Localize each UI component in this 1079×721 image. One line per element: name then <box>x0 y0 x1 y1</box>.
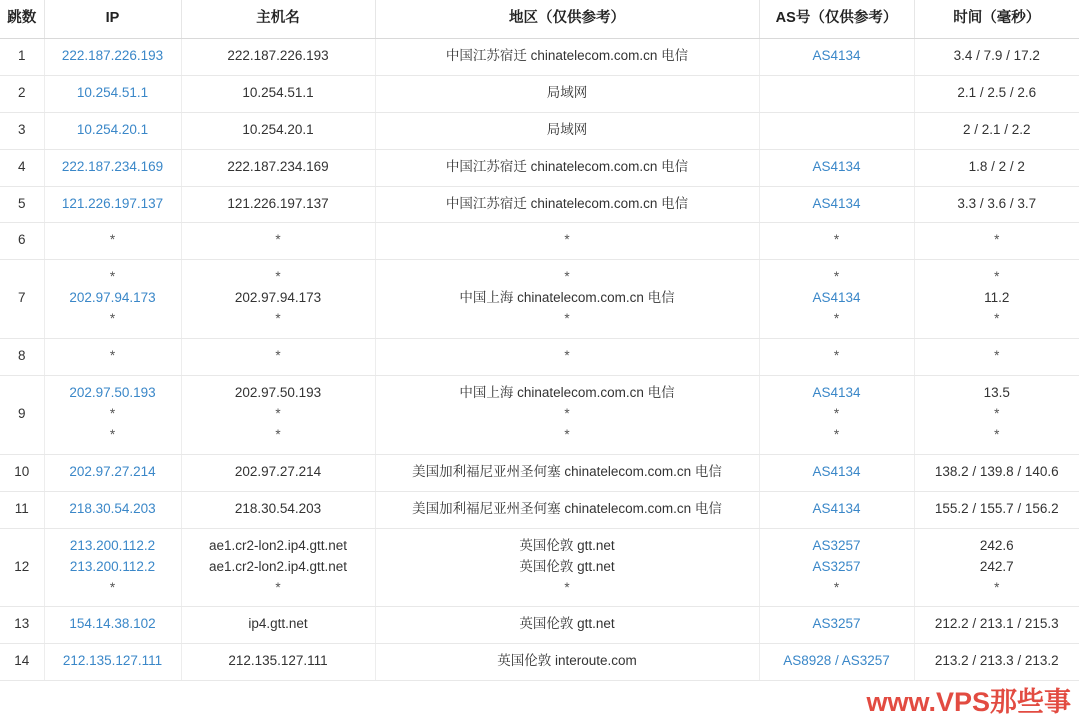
cell-region <box>375 607 759 644</box>
cell-hostname-line: * <box>275 269 281 285</box>
cell-hostname-line: * <box>275 426 281 442</box>
cell-ip[interactable] <box>44 112 181 149</box>
cell-time <box>914 186 1079 223</box>
column-header-as-number: AS号（仅供参考） <box>759 0 914 38</box>
cell-as-number[interactable] <box>759 112 914 149</box>
cell-as-number-line <box>764 651 910 672</box>
cell-ip-line <box>49 157 177 178</box>
cell-region-line: * <box>564 311 570 327</box>
cell-as-number-link[interactable]: AS4134 <box>812 47 861 63</box>
cell-region <box>375 454 759 491</box>
cell-ip-link[interactable]: 213.200.112.2 <box>69 537 156 553</box>
column-header-ip: IP <box>44 0 181 38</box>
table-row <box>0 607 1079 644</box>
cell-hostname <box>181 75 375 112</box>
cell-as-number-line <box>764 499 910 520</box>
cell-ip[interactable] <box>44 260 181 339</box>
cell-ip-link[interactable]: 222.187.234.169 <box>61 158 164 174</box>
cell-region-line: * <box>564 269 570 285</box>
cell-region-line: 英国伦敦 interoute.com <box>497 653 637 669</box>
cell-as-number-line: * <box>833 348 840 364</box>
cell-ip-line <box>49 462 177 483</box>
cell-as-number-line <box>764 46 910 67</box>
cell-time-line: * <box>994 348 1000 364</box>
table-row <box>0 75 1079 112</box>
cell-region <box>375 38 759 75</box>
cell-region-line: 美国加利福尼亚州圣何塞 chinatelecom.com.cn 电信 <box>412 500 722 516</box>
cell-hostname-line: * <box>275 348 281 364</box>
cell-ip-line <box>49 83 177 104</box>
cell-ip[interactable] <box>44 644 181 681</box>
cell-hop: 2 <box>0 75 44 112</box>
cell-hop: 11 <box>0 491 44 528</box>
cell-ip-link[interactable]: 10.254.51.1 <box>76 84 149 100</box>
cell-time <box>914 491 1079 528</box>
cell-ip-link[interactable]: 202.97.94.173 <box>69 290 156 306</box>
cell-hop: 9 <box>0 376 44 455</box>
cell-as-number[interactable] <box>759 376 914 455</box>
cell-ip-line <box>49 194 177 215</box>
cell-ip-line: * <box>109 311 116 327</box>
cell-ip-link[interactable]: 213.200.112.2 <box>69 558 156 574</box>
cell-as-number-line: * <box>833 311 840 327</box>
cell-ip[interactable] <box>44 38 181 75</box>
table-row <box>0 339 1079 376</box>
cell-hostname-line: ae1.cr2-lon2.ip4.gtt.net <box>208 558 348 574</box>
cell-ip[interactable] <box>44 149 181 186</box>
cell-as-number-link[interactable]: AS4134 <box>812 463 861 479</box>
cell-hostname <box>181 112 375 149</box>
cell-hostname <box>181 38 375 75</box>
cell-ip[interactable] <box>44 75 181 112</box>
cell-hostname-line: 202.97.50.193 <box>234 385 322 401</box>
cell-hop: 12 <box>0 528 44 607</box>
cell-as-number-line <box>764 383 910 404</box>
cell-as-number[interactable] <box>759 339 914 376</box>
cell-ip-link[interactable]: 10.254.20.1 <box>76 121 149 137</box>
cell-time-line: 13.5 <box>983 385 1010 401</box>
cell-region <box>375 223 759 260</box>
cell-hostname-line: 212.135.127.111 <box>228 653 328 669</box>
cell-time <box>914 260 1079 339</box>
cell-as-number-link[interactable]: AS4134 <box>812 290 861 306</box>
cell-ip-line <box>49 120 177 141</box>
column-header-hop: 跳数 <box>0 0 44 38</box>
cell-region <box>375 186 759 223</box>
cell-region-line: * <box>564 232 570 248</box>
cell-as-number-line <box>764 614 910 635</box>
cell-time-line: 2.1 / 2.5 / 2.6 <box>957 84 1037 100</box>
cell-hop: 13 <box>0 607 44 644</box>
table-row <box>0 223 1079 260</box>
cell-time <box>914 607 1079 644</box>
cell-ip[interactable] <box>44 186 181 223</box>
cell-as-number[interactable] <box>759 528 914 607</box>
cell-time-line: * <box>994 426 1000 442</box>
cell-as-number-link[interactable]: AS3257 <box>812 558 861 574</box>
table-row <box>0 644 1079 681</box>
cell-region-line: 英国伦敦 gtt.net <box>519 558 615 574</box>
cell-hostname-line: 121.226.197.137 <box>227 195 329 211</box>
cell-time <box>914 75 1079 112</box>
cell-ip-link[interactable]: 202.97.50.193 <box>69 385 156 401</box>
cell-time-line: 3.3 / 3.6 / 3.7 <box>957 195 1037 211</box>
cell-hostname <box>181 491 375 528</box>
cell-ip-line: * <box>109 579 116 595</box>
cell-as-number-link[interactable]: AS3257 <box>812 537 861 553</box>
table-row <box>0 491 1079 528</box>
cell-hostname-line: 222.187.226.193 <box>227 47 329 63</box>
cell-time-line: * <box>994 405 1000 421</box>
cell-region <box>375 75 759 112</box>
cell-as-number[interactable] <box>759 149 914 186</box>
cell-ip-line <box>49 288 177 309</box>
cell-as-number[interactable] <box>759 607 914 644</box>
cell-region <box>375 149 759 186</box>
cell-hop: 7 <box>0 260 44 339</box>
cell-region <box>375 112 759 149</box>
cell-as-number-line: * <box>833 269 840 285</box>
cell-ip[interactable] <box>44 339 181 376</box>
table-row <box>0 186 1079 223</box>
cell-ip[interactable] <box>44 376 181 455</box>
cell-ip-line <box>49 499 177 520</box>
cell-region-line: 局域网 <box>546 121 588 137</box>
cell-ip-line: * <box>109 348 116 364</box>
cell-ip[interactable] <box>44 528 181 607</box>
cell-hostname-line: ip4.gtt.net <box>248 616 308 632</box>
cell-hop: 6 <box>0 223 44 260</box>
cell-ip-line <box>49 651 177 672</box>
column-header-hostname: 主机名 <box>181 0 375 38</box>
cell-region-line: * <box>564 348 570 364</box>
cell-region <box>375 376 759 455</box>
cell-region-line: 中国江苏宿迁 chinatelecom.com.cn 电信 <box>445 47 689 63</box>
table-row <box>0 149 1079 186</box>
cell-region-line: * <box>564 426 570 442</box>
cell-as-number[interactable] <box>759 223 914 260</box>
cell-hop: 10 <box>0 454 44 491</box>
cell-as-number-link[interactable]: AS4134 <box>812 158 861 174</box>
cell-time-line: 2 / 2.1 / 2.2 <box>962 121 1031 137</box>
cell-as-number-line: * <box>833 405 840 421</box>
cell-hostname-line: * <box>275 311 281 327</box>
column-header-region: 地区（仅供参考） <box>375 0 759 38</box>
cell-region-line: 英国伦敦 gtt.net <box>519 537 615 553</box>
cell-region <box>375 339 759 376</box>
cell-as-number-link[interactable]: AS4134 <box>812 500 861 516</box>
cell-region-line: 美国加利福尼亚州圣何塞 chinatelecom.com.cn 电信 <box>412 463 722 479</box>
cell-as-number-line <box>764 288 910 309</box>
cell-time-line: 155.2 / 155.7 / 156.2 <box>934 500 1059 516</box>
cell-ip-link[interactable]: 121.226.197.137 <box>61 195 164 211</box>
cell-hostname-line: 202.97.94.173 <box>234 290 322 306</box>
cell-time-line: 3.4 / 7.9 / 17.2 <box>953 47 1040 63</box>
table-header-row <box>0 0 1079 38</box>
cell-hostname-line: * <box>275 579 281 595</box>
cell-as-number-line: * <box>833 426 840 442</box>
cell-ip-line <box>49 557 177 578</box>
cell-time-line: 242.7 <box>979 558 1014 574</box>
watermark: www.VPS那些事 <box>866 687 1071 717</box>
cell-hop: 14 <box>0 644 44 681</box>
cell-ip-line: * <box>109 269 116 285</box>
cell-hop: 8 <box>0 339 44 376</box>
cell-hop: 5 <box>0 186 44 223</box>
cell-time <box>914 339 1079 376</box>
cell-region <box>375 528 759 607</box>
cell-region-line: 中国江苏宿迁 chinatelecom.com.cn 电信 <box>445 158 689 174</box>
cell-hostname-line: 218.30.54.203 <box>234 500 322 516</box>
cell-time-line: 212.2 / 213.1 / 215.3 <box>934 616 1059 632</box>
cell-hostname-line: * <box>275 405 281 421</box>
cell-hostname-line: 10.254.51.1 <box>242 84 314 100</box>
cell-ip[interactable] <box>44 454 181 491</box>
cell-ip-link[interactable]: 212.135.127.111 <box>62 653 163 669</box>
table-row <box>0 528 1079 607</box>
cell-time-line: * <box>994 579 1000 595</box>
cell-hostname <box>181 454 375 491</box>
cell-ip-link[interactable]: 202.97.27.214 <box>69 463 156 479</box>
cell-as-number-link[interactable]: AS4134 <box>812 195 861 211</box>
cell-time <box>914 149 1079 186</box>
cell-hop: 1 <box>0 38 44 75</box>
cell-ip-link[interactable]: 218.30.54.203 <box>69 500 156 516</box>
cell-as-number[interactable] <box>759 260 914 339</box>
cell-time <box>914 644 1079 681</box>
cell-time <box>914 223 1079 260</box>
cell-region-line: 中国上海 chinatelecom.com.cn 电信 <box>459 290 675 306</box>
cell-region-line: * <box>564 405 570 421</box>
cell-as-number-line <box>764 120 910 141</box>
cell-time <box>914 454 1079 491</box>
cell-hostname-line: * <box>275 232 281 248</box>
cell-hop: 3 <box>0 112 44 149</box>
cell-ip-line <box>49 46 177 67</box>
cell-hostname <box>181 339 375 376</box>
cell-hostname <box>181 260 375 339</box>
cell-as-number-line <box>764 157 910 178</box>
cell-as-number-link[interactable]: AS8928 / AS3257 <box>783 653 890 669</box>
cell-ip[interactable] <box>44 491 181 528</box>
cell-time <box>914 528 1079 607</box>
cell-as-number-line <box>764 557 910 578</box>
cell-as-number[interactable] <box>759 186 914 223</box>
cell-region-line: * <box>564 579 570 595</box>
cell-time-line: * <box>994 269 1000 285</box>
table-row <box>0 112 1079 149</box>
cell-region-line: 中国上海 chinatelecom.com.cn 电信 <box>459 385 675 401</box>
cell-as-number-line: * <box>833 232 840 248</box>
cell-hostname <box>181 223 375 260</box>
cell-ip-line <box>49 614 177 635</box>
table-body <box>0 38 1079 680</box>
cell-region <box>375 491 759 528</box>
cell-hop: 4 <box>0 149 44 186</box>
cell-time <box>914 38 1079 75</box>
cell-hostname <box>181 376 375 455</box>
cell-time-line: 1.8 / 2 / 2 <box>968 158 1025 174</box>
cell-hostname <box>181 607 375 644</box>
cell-region-line: 英国伦敦 gtt.net <box>519 616 615 632</box>
table-row <box>0 38 1079 75</box>
cell-as-number-line <box>764 536 910 557</box>
cell-as-number[interactable] <box>759 491 914 528</box>
cell-region <box>375 644 759 681</box>
cell-time-line: * <box>994 232 1000 248</box>
table-row <box>0 260 1079 339</box>
cell-hostname <box>181 149 375 186</box>
cell-as-number[interactable] <box>759 38 914 75</box>
cell-ip[interactable] <box>44 607 181 644</box>
cell-hostname <box>181 186 375 223</box>
cell-as-number-link[interactable]: AS3257 <box>812 616 861 632</box>
cell-ip-line: * <box>109 232 116 248</box>
cell-as-number-line <box>764 194 910 215</box>
cell-time-line: 11.2 <box>984 290 1010 306</box>
cell-hostname-line: 10.254.20.1 <box>242 121 314 137</box>
cell-time-line: 213.2 / 213.3 / 213.2 <box>934 653 1059 669</box>
column-header-time: 时间（毫秒） <box>914 0 1079 38</box>
cell-region-line: 局域网 <box>546 84 588 100</box>
cell-ip[interactable] <box>44 223 181 260</box>
cell-as-number[interactable] <box>759 75 914 112</box>
table-row <box>0 454 1079 491</box>
cell-ip-line <box>49 383 177 404</box>
cell-time-line: 242.6 <box>979 537 1014 553</box>
cell-as-number-line <box>764 83 910 104</box>
cell-as-number[interactable] <box>759 454 914 491</box>
cell-ip-line: * <box>109 426 116 442</box>
cell-as-number-link[interactable]: AS4134 <box>812 385 861 401</box>
cell-as-number[interactable] <box>759 644 914 681</box>
cell-hostname <box>181 644 375 681</box>
cell-hostname-line: ae1.cr2-lon2.ip4.gtt.net <box>208 537 348 553</box>
cell-time-line: 138.2 / 139.8 / 140.6 <box>934 463 1059 479</box>
cell-time <box>914 376 1079 455</box>
cell-hostname-line: 202.97.27.214 <box>234 463 322 479</box>
cell-region <box>375 260 759 339</box>
cell-ip-link[interactable]: 222.187.226.193 <box>61 47 164 63</box>
cell-hostname <box>181 528 375 607</box>
cell-time <box>914 112 1079 149</box>
cell-ip-line: * <box>109 405 116 421</box>
cell-time-line: * <box>994 311 1000 327</box>
cell-hostname-line: 222.187.234.169 <box>227 158 329 174</box>
cell-as-number-line <box>764 462 910 483</box>
table-row <box>0 376 1079 455</box>
cell-as-number-line: * <box>833 579 840 595</box>
cell-ip-link[interactable]: 154.14.38.102 <box>69 616 156 632</box>
cell-ip-line <box>49 536 177 557</box>
cell-region-line: 中国江苏宿迁 chinatelecom.com.cn 电信 <box>445 195 689 211</box>
